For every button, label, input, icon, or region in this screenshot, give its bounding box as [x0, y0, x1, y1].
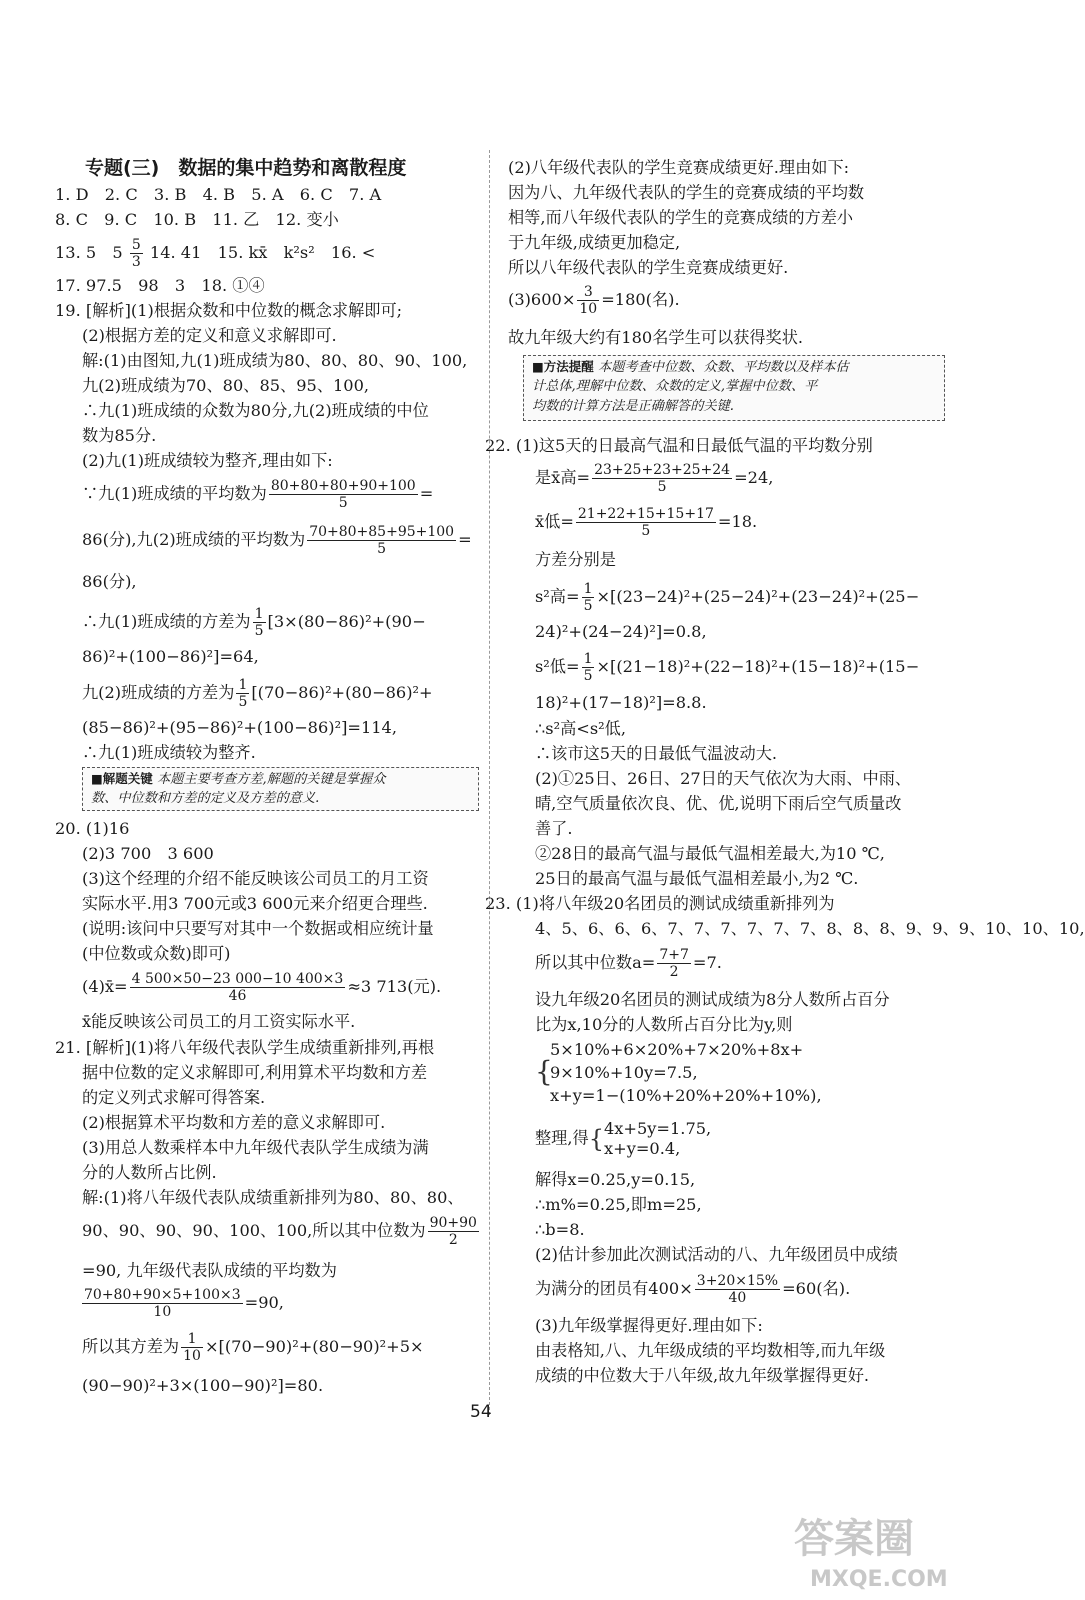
q23-line: 整理,得{ 4x+5y=1.75, x+y=0.4,	[535, 1119, 712, 1158]
q23-line: 为满分的团员有400× $\frac{3+20\times 15\%}{40}$ =60(名).	[535, 1273, 851, 1306]
fraction: $\frac{1}{10}$	[183, 1331, 201, 1364]
q19-line: 86(分),	[82, 572, 137, 591]
q21b-line: 相等,而八年级代表队的学生的竞赛成绩的方差小	[508, 208, 854, 227]
q23-line: 由表格知,八、九年级成绩的平均数相等,而九年级	[535, 1341, 886, 1360]
fraction: $\frac{21+22+15+15+17}{5}$	[577, 506, 714, 539]
q21b-line: 所以八年级代表队的学生竞赛成绩更好.	[508, 258, 789, 277]
q21-line: (3)用总人数乘样本中九年级代表队学生成绩为满	[82, 1138, 429, 1157]
watermark-logo	[790, 1508, 970, 1593]
q22-line: (2)①25日、26日、27日的天气依次为大雨、中雨、	[535, 769, 912, 788]
brace-icon: {	[535, 1055, 553, 1088]
fraction: $\frac{80+80+80+90+100}{5}$	[270, 478, 416, 511]
q21-line: 分的人数所占比例.	[82, 1163, 217, 1182]
q21-line: (2)根据算术平均数和方差的意义求解即可.	[82, 1113, 386, 1132]
q21-line: =90, 九年级代表队成绩的平均数为	[82, 1261, 337, 1280]
fraction: $\frac{70+80+90\times 5+100\times 3}{10}$	[84, 1287, 241, 1320]
fraction: $\frac{1}{5}$	[583, 651, 593, 684]
q19-line: 九(2)班成绩为70、80、85、95、100,	[82, 376, 370, 395]
q21-line: 90、90、90、90、100、100,所以其中位数为 $\frac{90+90}{2}$	[82, 1215, 477, 1248]
method-tip-tag: ■方法提醒	[532, 359, 594, 374]
q21b-line: (2)八年级代表队的学生竞赛成绩更好.理由如下:	[508, 158, 850, 177]
q23-line: ∴m%=0.25,即m=25,	[535, 1195, 702, 1214]
key-point-box: ■解题关键 本题主要考查方差,解题的关键是掌握众 数、中位数和方差的定义及方差的意义.	[82, 767, 479, 811]
q22-line: ∴s²高<s²低,	[535, 719, 626, 738]
q21-line: (90−90)²+3×(100−90)²]=80.	[82, 1376, 324, 1395]
q20-line: x̄能反映该公司员工的月工资实际水平.	[82, 1012, 356, 1031]
q22-line: 晴,空气质量依次良、优、优,说明下雨后空气质量改	[535, 794, 902, 813]
q22-line: ∴该市这5天的日最低气温波动大.	[535, 744, 778, 763]
fraction: $\frac{1}{5}$	[254, 606, 264, 639]
q22-line: 方差分别是	[535, 550, 616, 569]
fraction: $\frac{1}{5}$	[583, 581, 593, 614]
q23-line: ∴b=8.	[535, 1220, 585, 1239]
q21b-line: (3)600× $\frac{3}{10}$ =180(名).	[508, 284, 680, 317]
answers-line-2: 8. C 9. C 10. B 11. 乙 12. 变小	[55, 210, 339, 229]
q20-line: (2)3 700 3 600	[82, 844, 214, 863]
q20-line: (3)这个经理的介绍不能反映该公司员工的月工资	[82, 869, 429, 888]
q22-line: x̄低= $\frac{21+22+15+15+17}{5}$ =18.	[535, 506, 758, 539]
q20-line: (4)x̄= $\frac{4 500\times 50-23 000-10 400\times 3}{46}$ ≈3 713(元).	[82, 971, 442, 1004]
fraction: $\frac{5}{3}$	[131, 237, 141, 270]
q21-line: $\frac{70+80+90\times 5+100\times 3}{10}$ =90,	[84, 1287, 284, 1320]
q19-line: (2)根据方差的定义和意义求解即可.	[82, 326, 337, 345]
fraction: $\frac{3+20\times 15\%}{40}$	[696, 1273, 779, 1306]
q21-line: 21. [解析](1)将八年级代表队学生成绩重新排列,再根	[55, 1038, 435, 1057]
page-title: 专题(三) 数据的集中趋势和离散程度	[85, 157, 407, 179]
fraction: $\frac{70+80+85+95+100}{5}$	[309, 524, 455, 557]
column-divider	[489, 150, 490, 1415]
q23-line: 解得x=0.25,y=0.15,	[535, 1170, 696, 1189]
q19-line: ∴九(1)班成绩的众数为80分,九(2)班成绩的中位	[82, 401, 429, 420]
q19-line: 86(分),九(2)班成绩的平均数为 $\frac{70+80+85+95+100}{5}$ =	[82, 524, 472, 557]
page-number: 54	[470, 1402, 492, 1422]
q19-line: ∴九(1)班成绩的方差为 $\frac{1}{5}$ [3×(80−86)²+(90−	[82, 606, 426, 639]
q23-line: (3)九年级掌握得更好.理由如下:	[535, 1316, 763, 1335]
answers-line-4: 17. 97.5 98 3 18. ①④	[55, 276, 265, 295]
fraction: $\frac{23+25+23+25+24}{5}$	[594, 462, 731, 495]
q23-line: 23. (1)将八年级20名团员的测试成绩重新排列为	[485, 894, 835, 913]
q22-line: s²低= $\frac{1}{5}$ ×[(21−18)²+(22−18)²+(15−18)²+(15−	[535, 651, 920, 684]
answers-line-3: 13. 5 5 $\frac{5}{3}$ 14. 41 15. kx̄ k²s² 16. <	[55, 237, 376, 270]
watermark-url: MXQE.COM	[810, 1567, 948, 1592]
q22-line: ②28日的最高气温与最低气温相差最大,为10 ℃,	[535, 844, 885, 863]
q23-line: 5×10%+6×20%+7×20%+8x+	[550, 1040, 804, 1059]
q21b-line: 于九年级,成绩更加稳定,	[508, 233, 681, 252]
fraction: $\frac{90+90}{2}$	[429, 1215, 477, 1248]
q19-line: 86)²+(100−86)²]=64,	[82, 647, 259, 666]
q22-line: 22. (1)这5天的日最高气温和日最低气温的平均数分别	[485, 436, 873, 455]
fraction: $\frac{4 500\times 50-23 000-10 400\times 3}{46}$	[131, 971, 344, 1004]
fraction: $\frac{7+7}{2}$	[659, 947, 689, 980]
q19-line: 19. [解析](1)根据众数和中位数的概念求解即可;	[55, 301, 403, 320]
q20-line: (中位数或众数)即可)	[82, 944, 231, 963]
q20-line: 实际水平.用3 700元或3 600元来介绍更合理些.	[82, 894, 428, 913]
q20-line: 20. (1)16	[55, 819, 130, 838]
brace-icon: {	[588, 1125, 604, 1153]
q21b-line: 因为八、九年级代表队的学生的竞赛成绩的平均数	[508, 183, 865, 202]
q21-line: 解:(1)将八年级代表队成绩重新排列为80、80、80、	[82, 1188, 464, 1207]
q23-line: 设九年级20名团员的测试成绩为8分人数所占百分	[535, 990, 890, 1009]
watermark-text: 答案圈	[794, 1516, 914, 1562]
q19-line: 解:(1)由图知,九(1)班成绩为80、80、80、90、100,	[82, 351, 468, 370]
q21-line: 据中位数的定义求解即可,利用算术平均数和方差	[82, 1063, 428, 1082]
key-point-tag: ■解题关键	[91, 771, 153, 786]
q19-line: (2)九(1)班成绩较为整齐,理由如下:	[82, 451, 333, 470]
q23-line: 成绩的中位数大于八年级,故九年级掌握得更好.	[535, 1366, 870, 1385]
q23-line: x+y=1−(10%+20%+20%+10%),	[550, 1086, 822, 1105]
q19-line: ∵九(1)班成绩的平均数为 $\frac{80+80+80+90+100}{5}$ =	[82, 478, 434, 511]
q20-line: (说明:该问中只要写对其中一个数据或相应统计量	[82, 919, 434, 938]
q19-line: ∴九(1)班成绩较为整齐.	[82, 743, 256, 762]
fraction: $\frac{3}{10}$	[579, 284, 598, 317]
q22-line: s²高= $\frac{1}{5}$ ×[(23−24)²+(25−24)²+(23−24)²+(25−	[535, 581, 920, 614]
q21-line: 所以其方差为 $\frac{1}{10}$ ×[(70−90)²+(80−90)²+5×	[82, 1331, 424, 1364]
q19-line: (85−86)²+(95−86)²+(100−86)²]=114,	[82, 718, 397, 737]
q19-line: 数为85分.	[82, 426, 157, 445]
q23-line: 4、5、6、6、6、7、7、7、7、7、7、8、8、8、9、9、9、10、10、10,	[535, 919, 1085, 938]
q21-line: 的定义列式求解可得答案.	[82, 1088, 266, 1107]
method-tip-box: ■方法提醒 本题考查中位数、众数、平均数以及样本估 计总体,理解中位数、众数的定义,掌握中位数、平 均数的计算方法是正确解答的关键.	[523, 355, 945, 421]
answers-line-1: 1. D 2. C 3. B 4. B 5. A 6. C 7. A	[55, 185, 382, 204]
q23-line: 9×10%+10y=7.5,	[550, 1063, 698, 1082]
q22-line: 25日的最高气温与最低气温相差最小,为2 ℃.	[535, 869, 859, 888]
fraction: $\frac{1}{5}$	[238, 677, 248, 710]
q21b-line: 故九年级大约有180名学生可以获得奖状.	[508, 328, 804, 347]
q22-line: 24)²+(24−24)²]=0.8,	[535, 622, 707, 641]
q23-line: 比为x,10分的人数所占百分比为y,则	[535, 1015, 793, 1034]
q22-line: 善了.	[535, 819, 573, 838]
q22-line: 是x̄高= $\frac{23+25+23+25+24}{5}$ =24,	[535, 462, 774, 495]
q22-line: 18)²+(17−18)²]=8.8.	[535, 693, 707, 712]
q19-line: 九(2)班成绩的方差为 $\frac{1}{5}$ [(70−86)²+(80−86)²+	[82, 677, 433, 710]
q23-line: (2)估计参加此次测试活动的八、九年级团员中成绩	[535, 1245, 898, 1264]
q23-line: 所以其中位数a= $\frac{7+7}{2}$ =7.	[535, 947, 722, 980]
